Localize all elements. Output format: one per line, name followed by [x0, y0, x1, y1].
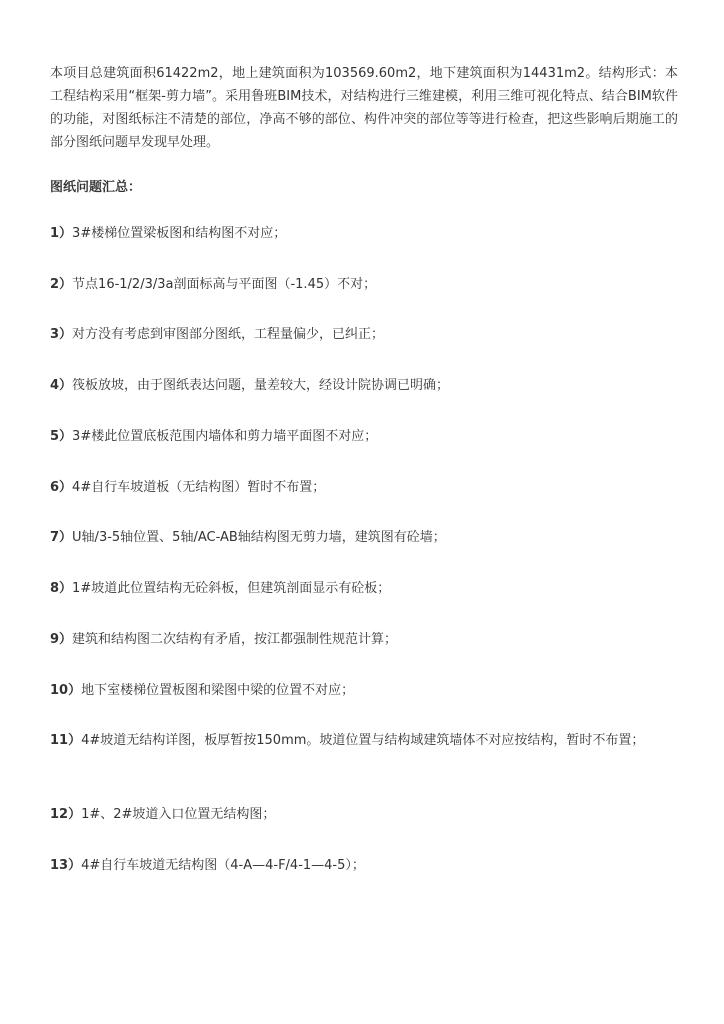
issue-item: [50, 222, 678, 245]
issue-number: 4）: [50, 378, 73, 393]
issue-text: 筏板放坡，由于图纸表达问题，量差较大，经设计院协调已明确；: [72, 378, 450, 393]
document-page: [50, 62, 678, 873]
issue-text: 3#楼此位置底板范围内墙体和剪力墙平面图不对应；: [72, 429, 378, 444]
issue-item: [50, 628, 678, 651]
issue-text: 节点16-1/2/3/3a剖面标高与平面图（-1.45）不对；: [72, 277, 377, 292]
issue-number: 5）: [50, 429, 73, 444]
issue-item: [50, 729, 678, 752]
issue-item: [50, 854, 678, 877]
issue-number: 6）: [50, 480, 73, 495]
issue-item: [50, 425, 678, 448]
issue-number: 13）: [50, 858, 82, 873]
issue-number: 2）: [50, 277, 73, 292]
intro-paragraph: 本项目总建筑面积61422m2，地上建筑面积为103569.60m2，地下建筑面积为14431m2。结构形式：本工程结构采用“框架-剪力墙”。采用鲁班BIM技术，对结构进行三维建模，利用三维可视化特点、结合BIM软件的功能，对图纸标注不清楚的部位，净高不够的部位、构件冲突的部位等等进行检查，把这些影响后期施工的部分图纸问题早发现早处理。: [50, 66, 678, 150]
issue-item: [50, 273, 678, 296]
issue-item: [50, 374, 678, 397]
issue-text: 4#自行车坡道无结构图（4-A—4-F/4-1—4-5）；: [81, 858, 365, 873]
issue-number: 1）: [50, 226, 73, 241]
issue-text: 4#自行车坡道板（无结构图）暂时不布置；: [72, 480, 326, 495]
issue-text: U轴/3-5轴位置、5轴/AC-AB轴结构图无剪力墙，建筑图有砼墙；: [72, 530, 446, 545]
issue-text: 建筑和结构图二次结构有矛盾，按江都强制性规范计算；: [72, 632, 398, 647]
issue-text: 地下室楼梯位置板图和梁图中梁的位置不对应；: [81, 683, 355, 698]
issue-text: 对方没有考虑到审图部分图纸，工程量偏少，已纠正；: [72, 327, 385, 342]
issue-number: 9）: [50, 632, 73, 647]
issue-text: 3#楼梯位置梁板图和结构图不对应；: [72, 226, 287, 241]
issue-number: 3）: [50, 327, 73, 342]
issue-item: [50, 577, 678, 600]
issue-text: 1#、2#坡道入口位置无结构图；: [81, 807, 276, 822]
issue-number: 7）: [50, 530, 73, 545]
issue-item: [50, 526, 678, 549]
issue-number: 11）: [50, 733, 82, 748]
issue-text: 1#坡道此位置结构无砼斜板，但建筑剖面显示有砼板；: [72, 581, 391, 596]
section-title: 图纸问题汇总：: [50, 180, 142, 195]
issue-item: [50, 323, 678, 346]
issue-item: [50, 679, 678, 702]
issue-item: [50, 803, 678, 826]
issue-number: 8）: [50, 581, 73, 596]
issue-number: 12）: [50, 807, 82, 822]
issue-item: [50, 476, 678, 499]
issue-number: 10）: [50, 683, 82, 698]
issue-text: 4#坡道无结构详图，板厚暂按150mm。坡道位置与结构域建筑墙体不对应按结构，暂时不布置；: [81, 733, 645, 748]
